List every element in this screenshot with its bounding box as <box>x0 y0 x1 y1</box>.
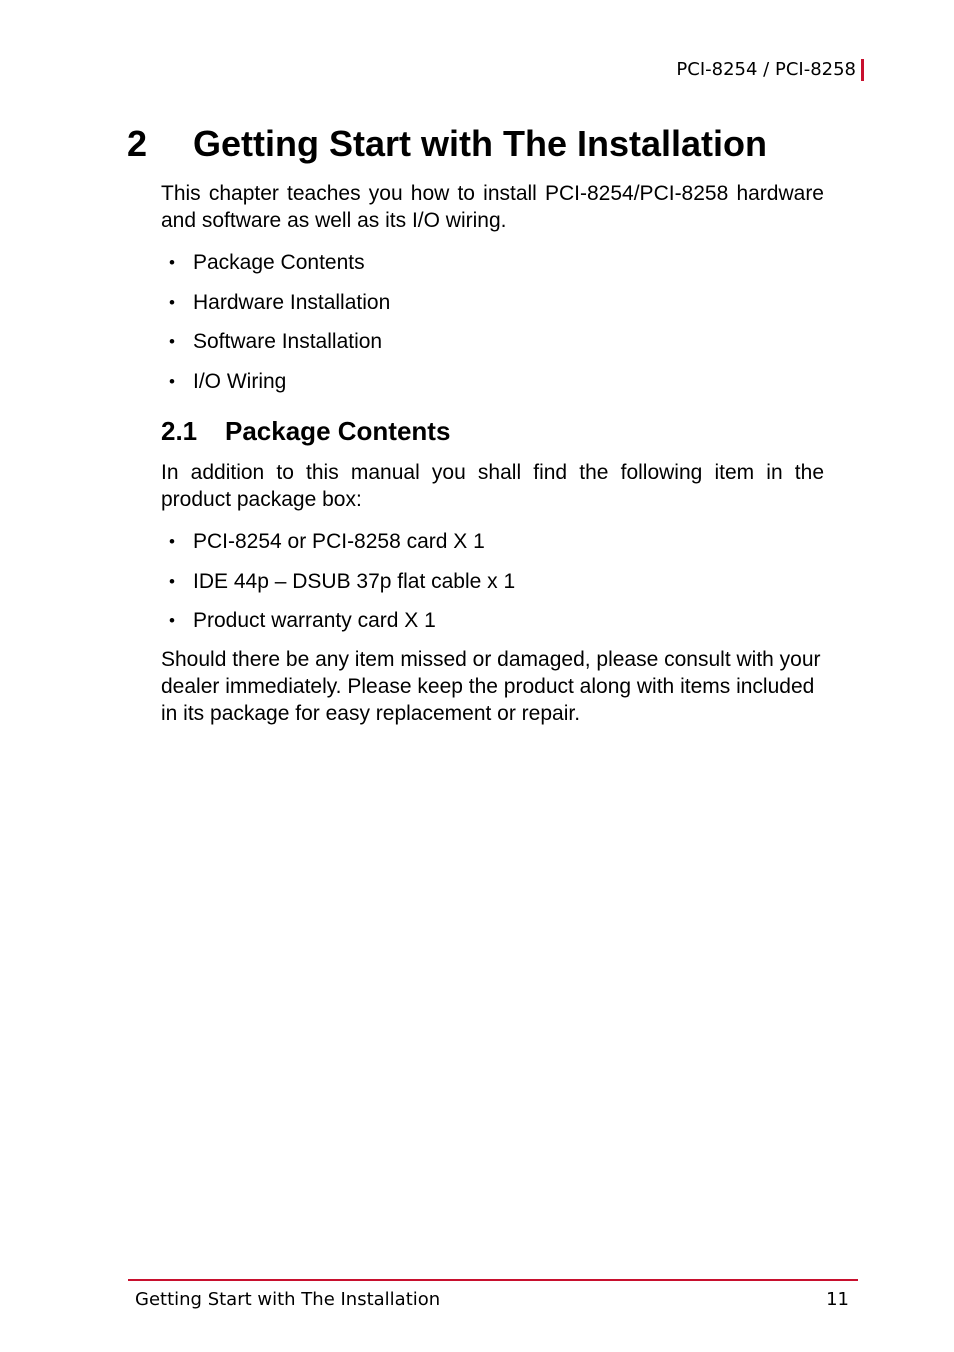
chapter-intro: This chapter teaches you how to install PCI-8254/PCI-8258 hardware and software as well as its I/O wiring. <box>161 182 824 232</box>
chapter-topic-list <box>161 249 824 407</box>
topic-label: Package Contents <box>193 251 365 274</box>
header-product-name: PCI-8254 / PCI-8258 <box>676 59 856 80</box>
package-item-label: IDE 44p – DSUB 37p flat cable x 1 <box>193 569 516 593</box>
chapter-title-text: Getting Start with The Installation <box>193 123 768 164</box>
package-item-label: PCI-8254 or PCI-8258 card X 1 <box>193 530 485 553</box>
page-content <box>161 180 824 727</box>
list-item <box>161 607 824 646</box>
package-item-label: Product warranty card X 1 <box>193 609 436 632</box>
list-item <box>161 368 824 408</box>
list-item <box>161 289 824 329</box>
topic-label: Hardware Installation <box>193 290 391 314</box>
bullet-icon: • <box>169 611 175 630</box>
package-item-list <box>161 528 824 646</box>
list-item <box>161 328 824 368</box>
topic-label: I/O Wiring <box>193 369 287 393</box>
bullet-icon: • <box>169 571 175 591</box>
footer-chapter-title: Getting Start with The Installation <box>135 1289 441 1310</box>
list-item <box>161 249 824 289</box>
header-accent-bar <box>861 59 864 81</box>
section-closing: Should there be any item missed or damaged, please consult with your dealer immediately. Please keep the product along with items included in its package for easy replacement or repair. <box>161 648 821 725</box>
section-number: 2.1 <box>161 416 198 446</box>
page-number: 11 <box>826 1289 849 1310</box>
running-header <box>676 58 864 82</box>
footer-divider <box>128 1279 858 1281</box>
section-title <box>161 414 824 448</box>
chapter-number: 2 <box>127 123 148 164</box>
chapter-title <box>127 122 767 166</box>
section-title-text: Package Contents <box>225 416 451 446</box>
bullet-icon: • <box>169 332 175 351</box>
section-intro: In addition to this manual you shall find the following item in the product package box: <box>161 461 824 511</box>
list-item <box>161 568 824 608</box>
bullet-icon: • <box>169 532 175 551</box>
topic-label: Software Installation <box>193 330 383 353</box>
bullet-icon: • <box>169 292 175 312</box>
bullet-icon: • <box>169 371 175 391</box>
bullet-icon: • <box>169 253 175 272</box>
list-item <box>161 528 824 568</box>
